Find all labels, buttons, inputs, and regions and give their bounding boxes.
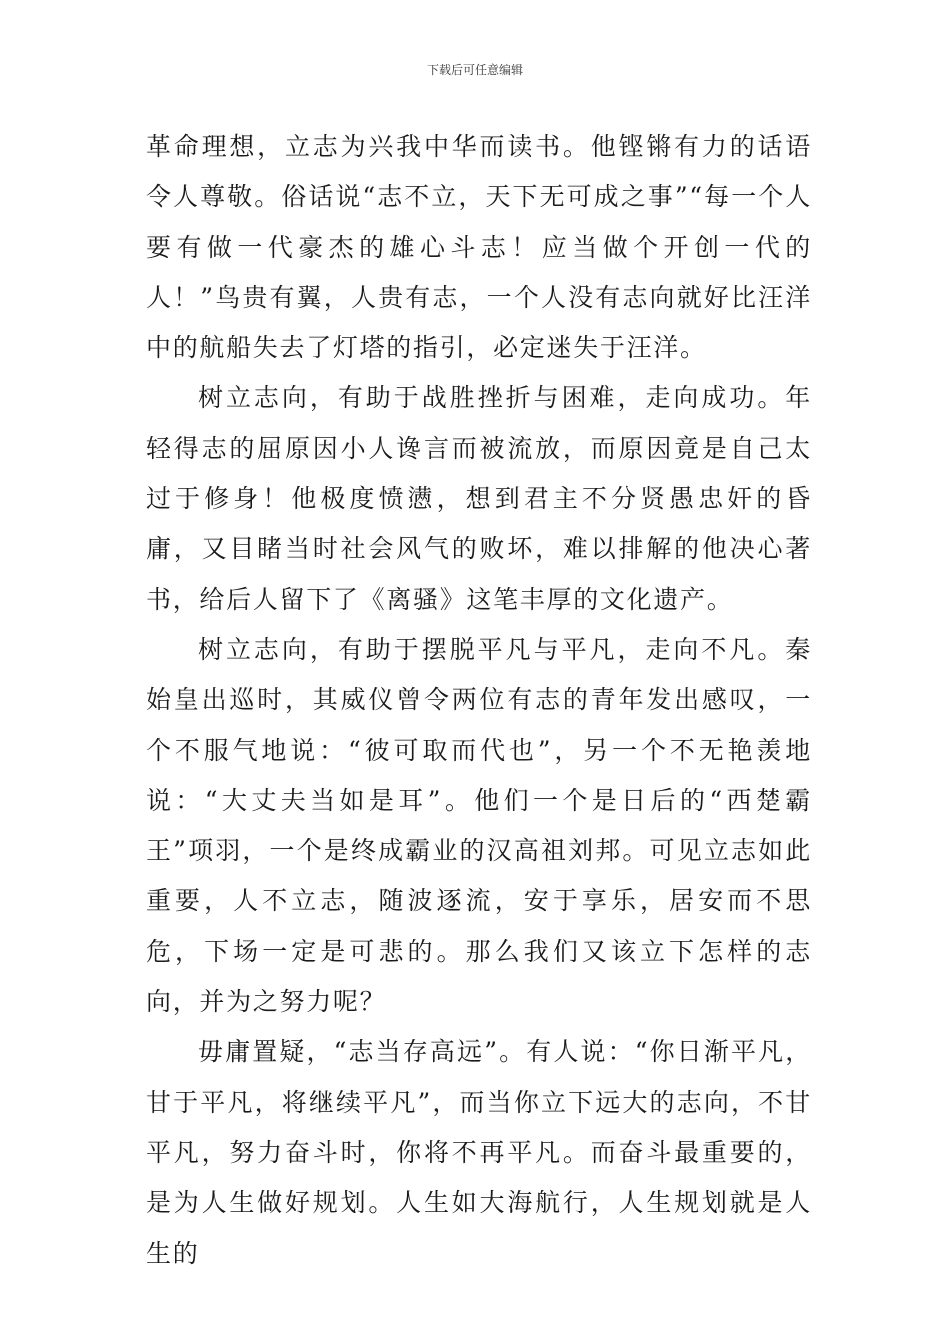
paragraph-4: 毋庸置疑，“志当存高远”。有人说：“你日渐平凡，甘于平凡，将继续平凡”，而当你立下远大的志向，不甘平凡，努力奋斗时，你将不再平凡。而奋斗最重要的，是为人生做好规划。人生如大海航行，人生规划就是人生的 — [146, 1037, 812, 1268]
page-header: 下载后可任意编辑 — [426, 63, 523, 77]
paragraph-1: 革命理想，立志为兴我中华而读书。他铿锵有力的话语令人尊敬。俗话说“志不立，天下无可成之事”“每一个人要有做一代豪杰的雄心斗志！应当做个开创一代的人！”鸟贵有翼，人贵有志，一个人没有志向就好比汪洋中的航船失去了灯塔的指引，必定迷失于汪洋。 — [146, 132, 812, 363]
paragraph-3: 树立志向，有助于摆脱平凡与平凡，走向不凡。秦始皇出巡时，其威仪曾令两位有志的青年发出感叹，一个不服气地说：“彼可取而代也”，另一个不无艳羡地说：“大丈夫当如是耳”。他们一个是日后的“西楚霸王”项羽，一个是终成霸业的汉高祖刘邦。可见立志如此重要，人不立志，随波逐流，安于享乐，居安而不思危，下场一定是可悲的。那么我们又该立下怎样的志向，并为之努力呢？ — [146, 634, 812, 1017]
document-body — [146, 122, 812, 1279]
paragraph-2: 树立志向，有助于战胜挫折与困难，走向成功。年轻得志的屈原因小人谗言而被流放，而原因竟是自己太过于修身！他极度愤懑，想到君主不分贤愚忠奸的昏庸，又目睹当时社会风气的败坏，难以排解的他决心著书，给后人留下了《离骚》这笔丰厚的文化遗产。 — [146, 383, 812, 614]
